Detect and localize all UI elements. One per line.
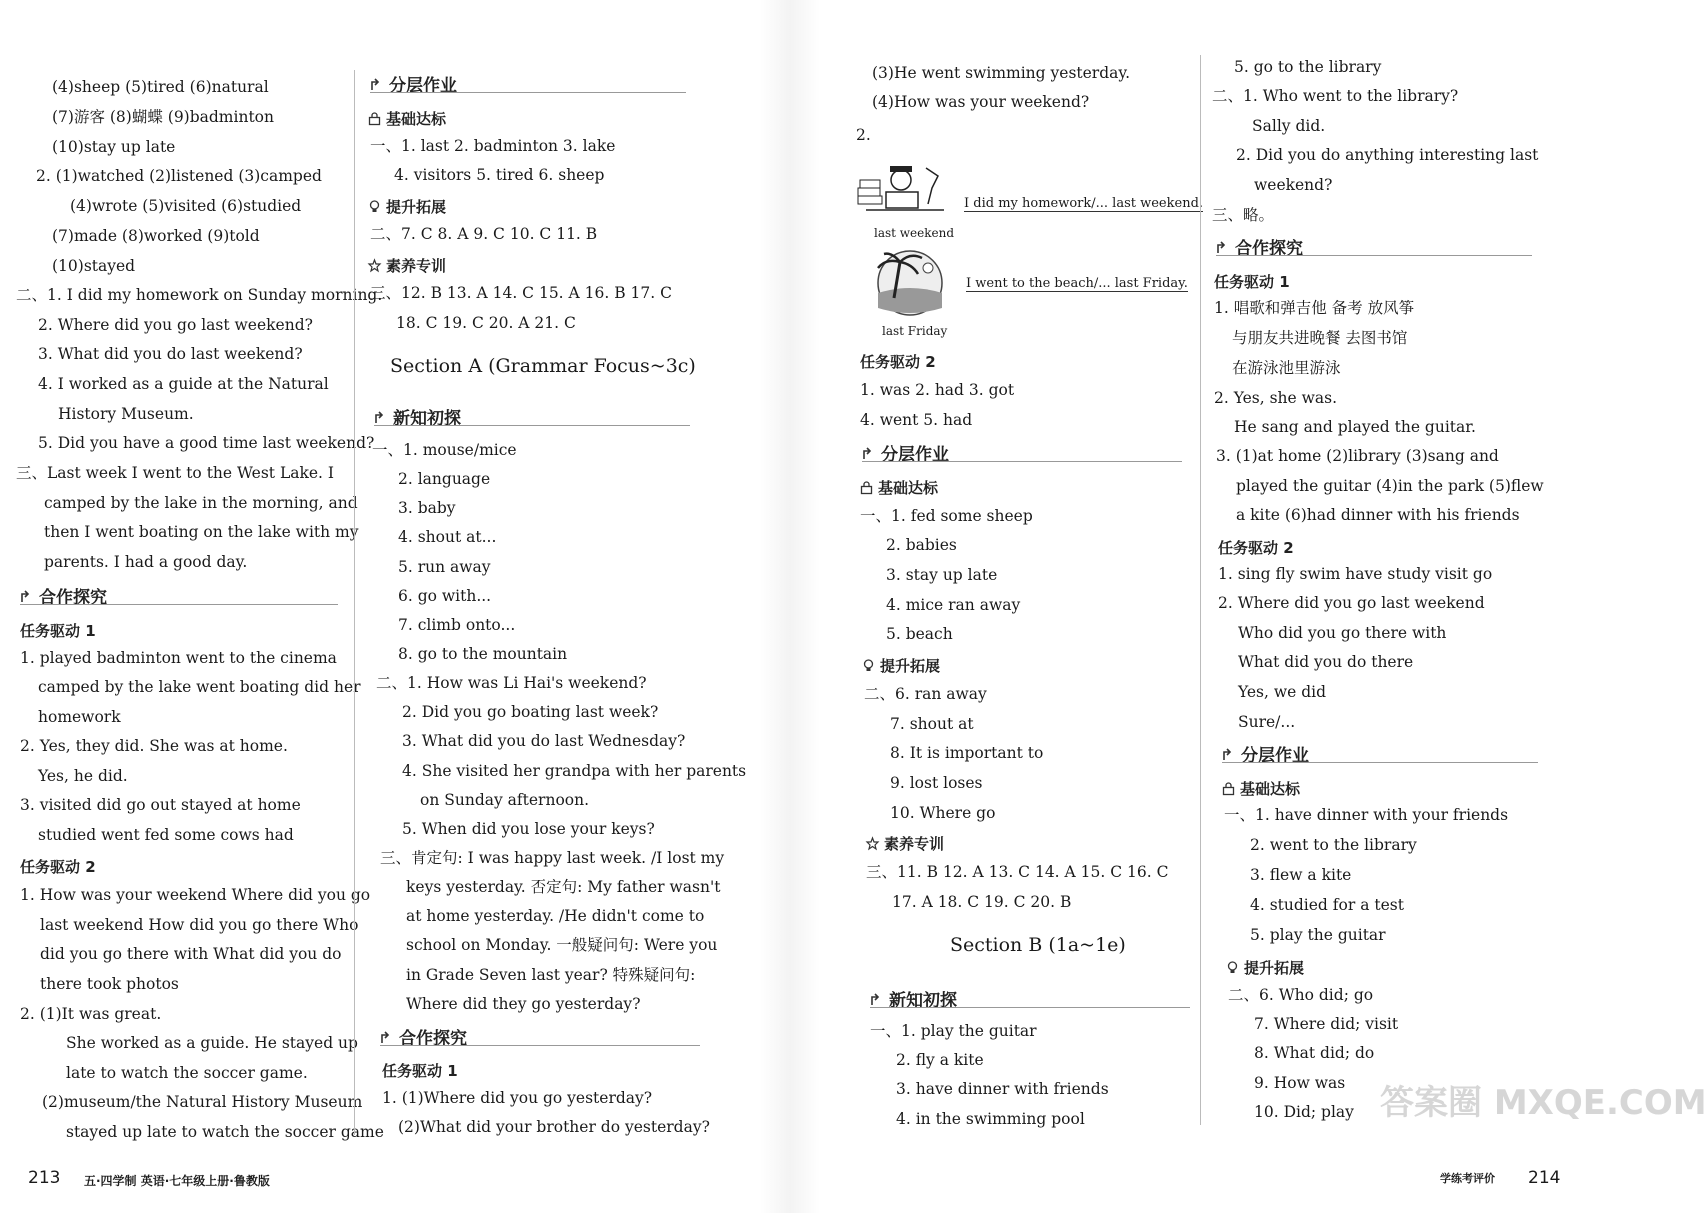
level-heading: 基础达标 bbox=[860, 477, 938, 498]
section-header: 合作探究 bbox=[20, 583, 107, 608]
c3-line: (3)He went swimming yesterday. bbox=[872, 64, 1130, 82]
c4-line: 三、略。 bbox=[1212, 206, 1275, 224]
c4-line: 7. Where did; visit bbox=[1254, 1015, 1399, 1033]
c2-line: school on Monday. 一般疑问句: Were you bbox=[406, 936, 718, 954]
level-heading: 提升拓展 bbox=[1226, 957, 1304, 978]
level-heading: 提升拓展 bbox=[368, 196, 446, 217]
c4-line: 5. play the guitar bbox=[1250, 926, 1386, 944]
lock-icon bbox=[860, 480, 873, 493]
spine bbox=[760, 0, 820, 1213]
c1-line: 1. How was your weekend Where did you go bbox=[20, 886, 371, 904]
c3-line: 2. fly a kite bbox=[896, 1051, 984, 1069]
c1-line: (4)sheep (5)tired (6)natural bbox=[52, 78, 269, 96]
c3-line: 二、6. ran away bbox=[864, 685, 987, 703]
c2-line: 二、7. C 8. A 9. C 10. C 11. B bbox=[370, 225, 598, 243]
section-header: 分层作业 bbox=[862, 440, 949, 465]
picture-caption: I went to the beach/... last Friday. bbox=[966, 276, 1188, 291]
c4-line: 一、1. have dinner with your friends bbox=[1224, 806, 1509, 824]
lock-icon bbox=[1222, 781, 1235, 794]
c1-line: 2. (1)watched (2)listened (3)camped bbox=[36, 167, 322, 185]
homework-illustration bbox=[856, 158, 946, 218]
c1-line: 2. (1)It was great. bbox=[20, 1005, 162, 1023]
c4-line: 2. Where did you go last weekend bbox=[1218, 594, 1485, 612]
pen-icon bbox=[870, 992, 884, 1006]
header-rule bbox=[862, 461, 1182, 462]
pen-icon bbox=[1216, 240, 1230, 254]
c4-line: 8. What did; do bbox=[1254, 1044, 1375, 1062]
c2-line: in Grade Seven last year? 特殊疑问句: bbox=[406, 966, 696, 984]
watermark-logo: 答案圈 MXQE.COM bbox=[1380, 1083, 1707, 1123]
c4-line: What did you do there bbox=[1238, 653, 1414, 671]
picture-label: last Friday bbox=[882, 324, 948, 338]
c1-line: 2. Yes, they did. She was at home. bbox=[20, 737, 288, 755]
picture-label: last weekend bbox=[874, 226, 955, 240]
c2-line: at home yesterday. /He didn't come to bbox=[406, 907, 705, 925]
bulb-icon bbox=[368, 199, 381, 212]
c3-line: 9. lost loses bbox=[890, 774, 983, 792]
c4-line: 4. studied for a test bbox=[1250, 896, 1404, 914]
header-rule bbox=[20, 604, 338, 605]
c2-line: 一、1. last 2. badminton 3. lake bbox=[370, 137, 616, 155]
c2-line: 4. shout at... bbox=[398, 528, 497, 546]
pen-icon bbox=[1222, 747, 1236, 761]
c1-line: (7)made (8)worked (9)told bbox=[52, 227, 260, 245]
c4-line: 二、6. Who did; go bbox=[1228, 986, 1374, 1004]
header-rule bbox=[1216, 255, 1532, 256]
c3-line: 一、1. fed some sheep bbox=[860, 507, 1033, 525]
c2-line: 三、肯定句: I was happy last week. /I lost my bbox=[380, 849, 725, 867]
header-rule bbox=[370, 92, 686, 93]
c4-line: 与朋友共进晚餐 去图书馆 bbox=[1232, 329, 1408, 347]
c4-line: 2. Did you do anything interesting last bbox=[1236, 146, 1539, 164]
c1-line: stayed up late to watch the soccer game bbox=[66, 1123, 384, 1141]
c3-line: 8. It is important to bbox=[890, 744, 1044, 762]
c2-line: on Sunday afternoon. bbox=[420, 791, 590, 809]
c2-line: Where did they go yesterday? bbox=[406, 995, 641, 1013]
c3-line: 7. shout at bbox=[890, 715, 974, 733]
c4-line: Sure/... bbox=[1238, 713, 1296, 731]
c1-line: 5. Did you have a good time last weekend? bbox=[38, 434, 375, 452]
c2-line: 4. She visited her grandpa with her parents bbox=[402, 762, 747, 780]
pen-icon bbox=[862, 446, 876, 460]
c1-line: there took photos bbox=[40, 975, 179, 993]
c1-line: homework bbox=[38, 708, 121, 726]
c3-line: 三、11. B 12. A 13. C 14. A 15. C 16. C bbox=[866, 863, 1169, 881]
c3-line: 3. have dinner with friends bbox=[896, 1080, 1109, 1098]
c2-line: 7. climb onto... bbox=[398, 616, 516, 634]
c3-line: 2. bbox=[856, 126, 871, 144]
bulb-icon bbox=[1226, 960, 1239, 973]
pen-icon bbox=[20, 589, 34, 603]
c3-line: 2. babies bbox=[886, 536, 957, 554]
c3-line: 17. A 18. C 19. C 20. B bbox=[892, 893, 1072, 911]
section-header: 分层作业 bbox=[1222, 741, 1309, 766]
c3-line: 10. Where go bbox=[890, 804, 996, 822]
c1-line: 3. What did you do last weekend? bbox=[38, 345, 303, 363]
column-divider bbox=[1200, 55, 1201, 1125]
c2-line: 1. (1)Where did you go yesterday? bbox=[382, 1089, 653, 1107]
section-title: Section A (Grammar Focus~3c) bbox=[390, 355, 696, 377]
section-header: 合作探究 bbox=[380, 1024, 467, 1049]
book-title: 五·四学制 英语·七年级上册·鲁教版 bbox=[84, 1174, 270, 1188]
task-heading: 任务驱动 1 bbox=[1214, 273, 1290, 291]
c2-line: 2. language bbox=[398, 470, 491, 488]
c3-line: 1. was 2. had 3. got bbox=[860, 381, 1015, 399]
c3-line: 3. stay up late bbox=[886, 566, 998, 584]
c1-line: last weekend How did you go there Who bbox=[40, 916, 359, 934]
pen-icon bbox=[370, 77, 384, 91]
c4-line: 5. go to the library bbox=[1234, 58, 1382, 76]
c2-line: 18. C 19. C 20. A 21. C bbox=[396, 314, 576, 332]
c1-line: 4. I worked as a guide at the Natural bbox=[38, 375, 329, 393]
c4-line: He sang and played the guitar. bbox=[1234, 418, 1476, 436]
book-footer: 学练考评价 bbox=[1440, 1172, 1495, 1185]
level-heading: 素养专训 bbox=[368, 255, 446, 276]
c1-line: 二、1. I did my homework on Sunday morning. bbox=[16, 286, 383, 304]
column-divider bbox=[354, 70, 355, 1135]
section-header: 分层作业 bbox=[370, 71, 457, 96]
c2-line: 三、12. B 13. A 14. C 15. A 16. B 17. C bbox=[370, 284, 672, 302]
c1-line: camped by the lake in the morning, and bbox=[44, 494, 358, 512]
c1-line: 1. played badminton went to the cinema bbox=[20, 649, 337, 667]
c4-line: Sally did. bbox=[1252, 117, 1326, 135]
section-header: 新知初探 bbox=[374, 404, 461, 429]
c1-line: 3. visited did go out stayed at home bbox=[20, 796, 301, 814]
c2-line: 5. run away bbox=[398, 558, 491, 576]
pen-icon bbox=[374, 410, 388, 424]
c2-line: 5. When did you lose your keys? bbox=[402, 820, 655, 838]
level-heading: 素养专训 bbox=[866, 833, 944, 854]
task-heading: 任务驱动 2 bbox=[20, 858, 96, 876]
c4-line: a kite (6)had dinner with his friends bbox=[1236, 506, 1520, 524]
c2-line: 6. go with... bbox=[398, 587, 492, 605]
star-icon bbox=[368, 258, 381, 271]
c3-line: 4. in the swimming pool bbox=[896, 1110, 1085, 1128]
c1-line: (7)游客 (8)蝴蝶 (9)badminton bbox=[52, 108, 274, 126]
c4-line: 在游泳池里游泳 bbox=[1232, 359, 1341, 377]
task-heading: 任务驱动 2 bbox=[1218, 539, 1294, 557]
task-heading: 任务驱动 1 bbox=[382, 1062, 458, 1080]
c4-line: 2. Yes, she was. bbox=[1214, 389, 1338, 407]
task-heading: 任务驱动 1 bbox=[20, 622, 96, 640]
c1-line: Yes, he did. bbox=[38, 767, 128, 785]
c4-line: 1. sing fly swim have study visit go bbox=[1218, 565, 1493, 583]
star-icon bbox=[866, 836, 879, 849]
c2-line: 2. Did you go boating last week? bbox=[402, 703, 659, 721]
c4-line: 3. (1)at home (2)library (3)sang and bbox=[1216, 447, 1499, 465]
c3-line: (4)How was your weekend? bbox=[872, 93, 1090, 111]
page-number: 214 bbox=[1528, 1168, 1561, 1188]
level-heading: 提升拓展 bbox=[862, 655, 940, 676]
c2-line: (2)What did your brother do yesterday? bbox=[398, 1118, 710, 1136]
header-rule bbox=[1222, 762, 1538, 763]
section-header: 新知初探 bbox=[870, 986, 957, 1011]
level-heading: 基础达标 bbox=[368, 108, 446, 129]
c2-line: 3. What did you do last Wednesday? bbox=[402, 732, 686, 750]
c2-line: 8. go to the mountain bbox=[398, 645, 568, 663]
c1-line: She worked as a guide. He stayed up bbox=[66, 1034, 358, 1052]
c4-line: Who did you go there with bbox=[1238, 624, 1447, 642]
c2-line: keys yesterday. 否定句: My father wasn't bbox=[406, 878, 721, 896]
c3-line: 4. went 5. had bbox=[860, 411, 973, 429]
page-number: 213 bbox=[28, 1168, 61, 1188]
c4-line: 1. 唱歌和弹吉他 备考 放风筝 bbox=[1214, 299, 1415, 317]
c1-line: 三、Last week I went to the West Lake. I bbox=[16, 464, 335, 482]
c4-line: 9. How was bbox=[1254, 1074, 1346, 1092]
lock-icon bbox=[368, 111, 381, 124]
c1-line: (10)stayed bbox=[52, 257, 136, 275]
c2-line: 4. visitors 5. tired 6. sheep bbox=[394, 166, 605, 184]
level-heading: 基础达标 bbox=[1222, 778, 1300, 799]
c1-line: (2)museum/the Natural History Museum bbox=[42, 1093, 363, 1111]
c1-line: camped by the lake went boating did her bbox=[38, 678, 361, 696]
bulb-icon bbox=[862, 658, 875, 671]
picture-caption: I did my homework/... last weekend. bbox=[964, 196, 1204, 211]
section-header: 合作探究 bbox=[1216, 234, 1303, 259]
c4-line: weekend? bbox=[1254, 176, 1333, 194]
c2-line: 3. baby bbox=[398, 499, 456, 517]
c3-line: 5. beach bbox=[886, 625, 953, 643]
c4-line: played the guitar (4)in the park (5)flew bbox=[1236, 477, 1544, 495]
c2-line: 一、1. mouse/mice bbox=[372, 441, 517, 459]
header-rule bbox=[380, 1045, 700, 1046]
c1-line: did you go there with What did you do bbox=[40, 945, 342, 963]
header-rule bbox=[870, 1007, 1190, 1008]
section-title: Section B (1a~1e) bbox=[950, 934, 1126, 956]
c3-line: 4. mice ran away bbox=[886, 596, 1021, 614]
c3-line: 一、1. play the guitar bbox=[870, 1022, 1037, 1040]
c1-line: studied went fed some cows had bbox=[38, 826, 294, 844]
c4-line: 二、1. Who went to the library? bbox=[1212, 87, 1459, 105]
c1-line: parents. I had a good day. bbox=[44, 553, 248, 571]
c1-line: then I went boating on the lake with my bbox=[44, 523, 359, 541]
c4-line: 3. flew a kite bbox=[1250, 866, 1352, 884]
c1-line: (4)wrote (5)visited (6)studied bbox=[70, 197, 302, 215]
task-heading: 任务驱动 2 bbox=[860, 353, 936, 371]
c1-line: late to watch the soccer game. bbox=[66, 1064, 308, 1082]
c1-line: 2. Where did you go last weekend? bbox=[38, 316, 313, 334]
c4-line: 2. went to the library bbox=[1250, 836, 1417, 854]
c1-line: (10)stay up late bbox=[52, 138, 176, 156]
c4-line: 10. Did; play bbox=[1254, 1103, 1354, 1121]
c4-line: Yes, we did bbox=[1238, 683, 1327, 701]
c1-line: History Museum. bbox=[58, 405, 194, 423]
pen-icon bbox=[380, 1030, 394, 1044]
c2-line: 二、1. How was Li Hai's weekend? bbox=[376, 674, 647, 692]
beach-illustration bbox=[870, 248, 950, 318]
header-rule bbox=[374, 425, 690, 426]
